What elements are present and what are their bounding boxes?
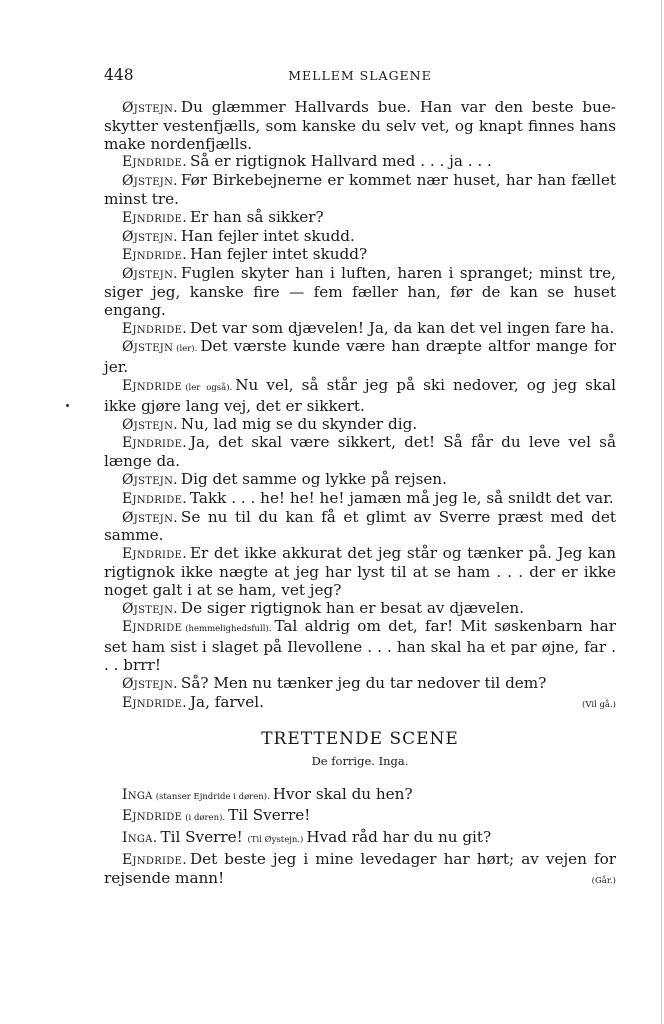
speaker-name: Ejndride. [122,435,187,452]
speech-text: Det var som djævelen! Ja, da kan det vel ingen fare ha. [189,318,615,337]
speech-text: Han fejler intet skudd. [180,226,355,245]
speaker-name: Ejndride. [122,694,187,711]
dialogue [104,99,616,888]
speech-text: Det beste jeg i mine levedager har hørt; av vejen for rejsende mann! [104,849,616,888]
speaker-name: Ejndride. [122,546,187,563]
speech-text: Er det ikke akkurat det jeg står og tænker på. Jeg kan rigtignok ikke nægte at jeg har lyst til at se ham . . . der er ikke noget galt i at se ham, vet jeg? [104,544,616,599]
speech-text: Nu, lad mig se du skynder dig. [180,414,418,433]
speech-line [104,785,616,807]
speaker-name: Ejndride [122,377,183,394]
stage-direction: (Vil gå.) [582,699,616,710]
scene-characters: De forrige. Inga. [311,754,409,769]
speech-line [104,675,616,694]
speech-line [104,694,616,713]
speech-text: Det værste kunde være han dræpte altfor mange for jer. [104,337,616,377]
speech-text: Takk . . . he! he! he! jamæn må jeg le, så snildt det var. [189,488,614,507]
speech-line [104,416,616,435]
speech-line [104,172,616,209]
speech-line [104,320,616,339]
page-number: 448 [104,66,134,84]
speech-line [104,209,616,228]
speech-line [104,850,616,888]
speaker-name: Ejndride. [122,320,187,337]
speaker-name: Ejndride. [122,209,187,226]
speech-line [104,338,616,377]
speaker-name: Øjstejn. [122,228,178,245]
speech-text: Tal aldrig om det, far! Mit søskenbarn har set ham sist i slaget på Ilevollene . . . han skal ha et par øjne, far . . . brrr! [104,617,616,674]
speech-line [104,828,616,850]
speaker-name: Ejndride [122,808,183,825]
speech-text: Så? Men nu tænker jeg du tar nedover til dem? [180,673,547,692]
speech-line [104,153,616,172]
speech-text: Hvor skal du hen? [272,784,413,803]
speech-text: Du glæmmer Hallvards bue. Han var den beste bue-skytter vestenfjælls, som kanske du selv vet, og knapt finnes hans make nordenfjælls. [104,98,616,153]
speech-text: Dig det samme og lykke på rejsen. [180,469,447,488]
speaker-name: Øjstejn. [122,509,178,526]
speech-line [104,600,616,619]
speaker-name: Øjstejn [122,339,174,356]
speech-line [104,509,616,546]
speech-line [104,618,616,674]
speech-text: Før Birkebejnerne er kommet nær huset, har han fællet minst tre. [104,171,616,208]
speaker-name: Øjstejn. [122,471,178,488]
speech-text: Nu vel, så står jeg på ski nedover, og jeg skal ikke gjøre lang vej, det er sikkert. [104,375,616,415]
speech-text: Hvad råd har du nu git? [306,828,492,847]
speaker-name: Øjstejn. [122,266,178,283]
stage-direction: (ler også). [185,382,233,393]
speech-text: Så er rigtignok Hallvard med . . . ja . . . [189,152,492,171]
speech-text: Han fejler intet skudd? [189,245,368,264]
speaker-name: Ejndride. [122,490,187,507]
speech-text: Er han så sikker? [189,207,324,226]
stage-direction: (i døren). [185,813,226,824]
speaker-name: Ejndride [122,619,183,636]
speaker-name: Inga. [122,830,158,847]
speech-line [104,545,616,599]
stage-direction: (ler). [176,344,198,355]
speech-text: Ja, det skal være sikkert, det! Så får du leve vel så længe da. [104,433,616,471]
speech-text: Til Sverre! [228,806,311,825]
speech-line [104,265,616,319]
scene-dialogue [104,785,616,888]
speech-line [104,471,616,490]
speech-text: Se nu til du kan få et glimt av Sverre præst med det samme. [104,507,616,545]
speech-line [104,434,616,471]
speaker-name: Øjstejn. [122,675,178,692]
speech-text: Ja, farvel. [189,692,264,711]
speech-line [104,228,616,247]
book-page [104,66,616,891]
page-edge-line [661,0,662,1024]
speech-text: Fuglen skyter han i luften, haren i spranget; minst tre, siger jeg, kanske fire — fem fæller han, før de kan se huset engang. [104,264,616,319]
speech-line [104,806,616,828]
speech-line [104,490,616,509]
stage-direction: (stanser Ejndride i døren). [155,791,270,802]
page-header [104,66,616,88]
stage-direction: (Går.) [591,876,616,887]
speaker-name: Øjstejn. [122,173,178,190]
speech-line [104,99,616,153]
speaker-name: Inga [122,786,153,803]
speaker-name: Ejndride. [122,851,187,868]
speaker-name: Øjstejn. [122,416,178,433]
speech-line [104,246,616,265]
speaker-name: Øjstejn. [122,100,178,116]
stage-direction: (hemmelighedsfull). [185,624,272,635]
margin-mark [66,404,69,407]
stage-direction: (Til Øystejn.) [247,835,304,846]
speech-text: De siger rigtignok han er besat av djævelen. [180,598,525,617]
speaker-name: Ejndride. [122,154,187,171]
speech-text: Til Sverre! [160,828,243,847]
running-title: MELLEM SLAGENE [288,68,432,83]
speech-line [104,377,616,416]
speaker-name: Ejndride. [122,247,187,264]
speaker-name: Øjstejn. [122,600,178,617]
scene-title: TRETTENDE SCENE [261,729,459,750]
